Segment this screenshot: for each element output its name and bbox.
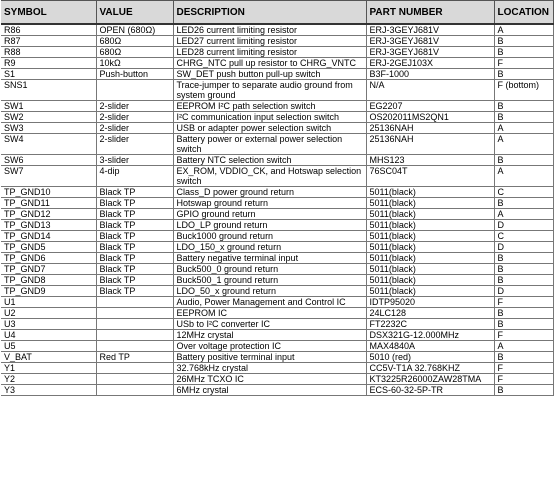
part-number-cell: KT3225R26000ZAW28TMA [366, 374, 494, 385]
part-number-cell: 5011(black) [366, 242, 494, 253]
part-number-cell: 5011(black) [366, 198, 494, 209]
table-row [1, 58, 553, 69]
part-number-cell: 25136NAH [366, 123, 494, 134]
description-cell: Over voltage protection IC [173, 341, 366, 352]
symbol-cell: TP_GND11 [1, 198, 96, 209]
symbol-cell: U4 [1, 330, 96, 341]
description-cell: Battery negative terminal input [173, 253, 366, 264]
symbol-cell: S1 [1, 69, 96, 80]
table-row [1, 47, 553, 58]
symbol-cell: SW3 [1, 123, 96, 134]
value-cell [96, 363, 173, 374]
description-cell: LED27 current limiting resistor [173, 36, 366, 47]
symbol-cell: V_BAT [1, 352, 96, 363]
symbol-cell: SNS1 [1, 80, 96, 101]
part-number-cell: 5011(black) [366, 286, 494, 297]
symbol-cell: TP_GND5 [1, 242, 96, 253]
table-row [1, 24, 553, 36]
symbol-cell: TP_GND12 [1, 209, 96, 220]
description-cell: 6MHz crystal [173, 385, 366, 396]
symbol-cell: Y1 [1, 363, 96, 374]
table-row [1, 275, 553, 286]
table-row [1, 330, 553, 341]
description-cell: USB or adapter power selection switch [173, 123, 366, 134]
part-number-cell: 5011(black) [366, 187, 494, 198]
part-number-cell: DSX321G-12.000MHz [366, 330, 494, 341]
table-row [1, 352, 553, 363]
symbol-cell: TP_GND9 [1, 286, 96, 297]
location-cell: A [494, 134, 553, 155]
header-part-number: PART NUMBER [366, 1, 494, 25]
location-cell: F [494, 58, 553, 69]
part-number-cell: 5011(black) [366, 275, 494, 286]
value-cell: Push-button [96, 69, 173, 80]
location-cell: B [494, 198, 553, 209]
location-cell: A [494, 209, 553, 220]
table-row [1, 166, 553, 187]
value-cell: 2-slider [96, 101, 173, 112]
description-cell: Battery positive terminal input [173, 352, 366, 363]
description-cell: LDO_150_x ground return [173, 242, 366, 253]
part-number-cell: MAX4840A [366, 341, 494, 352]
symbol-cell: TP_GND10 [1, 187, 96, 198]
symbol-cell: SW4 [1, 134, 96, 155]
location-cell: A [494, 341, 553, 352]
part-number-cell: 5010 (red) [366, 352, 494, 363]
location-cell: F (bottom) [494, 80, 553, 101]
table-row [1, 123, 553, 134]
location-cell: B [494, 264, 553, 275]
location-cell: D [494, 286, 553, 297]
location-cell: A [494, 24, 553, 36]
header-symbol: SYMBOL [1, 1, 96, 25]
value-cell: Black TP [96, 253, 173, 264]
description-cell: LDO_LP ground return [173, 220, 366, 231]
table-row [1, 220, 553, 231]
table-row [1, 198, 553, 209]
description-cell: Buck500_1 ground return [173, 275, 366, 286]
table-row [1, 80, 553, 101]
part-number-cell: 5011(black) [366, 209, 494, 220]
value-cell: Black TP [96, 242, 173, 253]
value-cell [96, 385, 173, 396]
value-cell: Black TP [96, 209, 173, 220]
symbol-cell: R9 [1, 58, 96, 69]
description-cell: Trace-jumper to separate audio ground from system ground [173, 80, 366, 101]
symbol-cell: U5 [1, 341, 96, 352]
description-cell: CHRG_NTC pull up resistor to CHRG_VNTC [173, 58, 366, 69]
symbol-cell: R86 [1, 24, 96, 36]
header-description: DESCRIPTION [173, 1, 366, 25]
value-cell: Black TP [96, 231, 173, 242]
header-row [1, 1, 553, 25]
value-cell [96, 297, 173, 308]
symbol-cell: R88 [1, 47, 96, 58]
description-cell: 26MHz TCXO IC [173, 374, 366, 385]
part-number-cell: CC5V-T1A 32.768KHZ [366, 363, 494, 374]
part-number-cell: ERJ-3GEYJ681V [366, 47, 494, 58]
description-cell: LDO_50_x ground return [173, 286, 366, 297]
value-cell [96, 308, 173, 319]
description-cell: 12MHz crystal [173, 330, 366, 341]
description-cell: EX_ROM, VDDIO_CK, and Hotswap selection switch [173, 166, 366, 187]
part-number-cell: N/A [366, 80, 494, 101]
description-cell: Buck500_0 ground return [173, 264, 366, 275]
table-row [1, 101, 553, 112]
header-value: VALUE [96, 1, 173, 25]
table-row [1, 134, 553, 155]
symbol-cell: TP_GND6 [1, 253, 96, 264]
value-cell: 3-slider [96, 155, 173, 166]
part-number-cell: EG2207 [366, 101, 494, 112]
value-cell: 680Ω [96, 36, 173, 47]
location-cell: B [494, 319, 553, 330]
description-cell: I²C communication input selection switch [173, 112, 366, 123]
table-row [1, 231, 553, 242]
location-cell: D [494, 242, 553, 253]
symbol-cell: R87 [1, 36, 96, 47]
part-number-cell: MHS123 [366, 155, 494, 166]
description-cell: Hotswap ground return [173, 198, 366, 209]
location-cell: F [494, 363, 553, 374]
value-cell [96, 330, 173, 341]
part-number-cell: FT2232C [366, 319, 494, 330]
symbol-cell: Y2 [1, 374, 96, 385]
location-cell: B [494, 112, 553, 123]
location-cell: B [494, 275, 553, 286]
part-number-cell: 5011(black) [366, 220, 494, 231]
location-cell: F [494, 374, 553, 385]
table-row [1, 242, 553, 253]
description-cell: EEPROM I²C path selection switch [173, 101, 366, 112]
location-cell: C [494, 187, 553, 198]
symbol-cell: SW1 [1, 101, 96, 112]
table-row [1, 69, 553, 80]
value-cell: Black TP [96, 275, 173, 286]
value-cell: Black TP [96, 286, 173, 297]
symbol-cell: U2 [1, 308, 96, 319]
description-cell: LED26 current limiting resistor [173, 24, 366, 36]
value-cell: OPEN (680Ω) [96, 24, 173, 36]
table-row [1, 264, 553, 275]
value-cell: Black TP [96, 187, 173, 198]
symbol-cell: SW6 [1, 155, 96, 166]
location-cell: F [494, 297, 553, 308]
table-row [1, 308, 553, 319]
value-cell: Black TP [96, 264, 173, 275]
symbol-cell: TP_GND7 [1, 264, 96, 275]
part-number-cell: ERJ-2GEJ103X [366, 58, 494, 69]
location-cell: B [494, 69, 553, 80]
part-number-cell: 5011(black) [366, 264, 494, 275]
symbol-cell: TP_GND14 [1, 231, 96, 242]
description-cell: EEPROM IC [173, 308, 366, 319]
description-cell: Class_D power ground return [173, 187, 366, 198]
part-number-cell: ECS-60-32-5P-TR [366, 385, 494, 396]
value-cell: Red TP [96, 352, 173, 363]
symbol-cell: U3 [1, 319, 96, 330]
symbol-cell: TP_GND13 [1, 220, 96, 231]
part-number-cell: 5011(black) [366, 231, 494, 242]
part-number-cell: 76SC04T [366, 166, 494, 187]
location-cell: B [494, 253, 553, 264]
value-cell [96, 80, 173, 101]
value-cell: 10kΩ [96, 58, 173, 69]
table-row [1, 341, 553, 352]
table-row [1, 374, 553, 385]
value-cell [96, 319, 173, 330]
table-row [1, 385, 553, 396]
description-cell: Battery NTC selection switch [173, 155, 366, 166]
table-row [1, 187, 553, 198]
symbol-cell: U1 [1, 297, 96, 308]
value-cell [96, 374, 173, 385]
description-cell: 32.768kHz crystal [173, 363, 366, 374]
location-cell: B [494, 47, 553, 58]
part-number-cell: OS202011MS2QN1 [366, 112, 494, 123]
description-cell: LED28 current limiting resistor [173, 47, 366, 58]
location-cell: B [494, 101, 553, 112]
location-cell: C [494, 231, 553, 242]
description-cell: Buck1000 ground return [173, 231, 366, 242]
value-cell: 2-slider [96, 112, 173, 123]
part-number-cell: IDTP95020 [366, 297, 494, 308]
value-cell: 680Ω [96, 47, 173, 58]
value-cell: Black TP [96, 198, 173, 209]
value-cell: 4-dip [96, 166, 173, 187]
location-cell: A [494, 166, 553, 187]
table-row [1, 363, 553, 374]
description-cell: Battery power or external power selection switch [173, 134, 366, 155]
symbol-cell: TP_GND8 [1, 275, 96, 286]
location-cell: B [494, 352, 553, 363]
description-cell: SW_DET push button pull-up switch [173, 69, 366, 80]
location-cell: B [494, 308, 553, 319]
description-cell: Audio, Power Management and Control IC [173, 297, 366, 308]
part-number-cell: ERJ-3GEYJ681V [366, 36, 494, 47]
table-row [1, 297, 553, 308]
location-cell: B [494, 155, 553, 166]
table-row [1, 112, 553, 123]
table-row [1, 36, 553, 47]
location-cell: B [494, 36, 553, 47]
table-row [1, 253, 553, 264]
part-number-cell: 25136NAH [366, 134, 494, 155]
header-location: LOCATION [494, 1, 553, 25]
part-number-cell: 24LC128 [366, 308, 494, 319]
value-cell [96, 341, 173, 352]
part-number-cell: B3F-1000 [366, 69, 494, 80]
symbol-cell: SW2 [1, 112, 96, 123]
bom-table [1, 0, 554, 396]
bom-body [1, 24, 553, 396]
part-number-cell: ERJ-3GEYJ681V [366, 24, 494, 36]
description-cell: USb to I²C converter IC [173, 319, 366, 330]
symbol-cell: SW7 [1, 166, 96, 187]
value-cell: 2-slider [96, 134, 173, 155]
location-cell: F [494, 330, 553, 341]
location-cell: B [494, 385, 553, 396]
table-row [1, 155, 553, 166]
location-cell: A [494, 123, 553, 134]
description-cell: GPIO ground return [173, 209, 366, 220]
value-cell: Black TP [96, 220, 173, 231]
value-cell: 2-slider [96, 123, 173, 134]
location-cell: D [494, 220, 553, 231]
table-row [1, 209, 553, 220]
table-row [1, 319, 553, 330]
part-number-cell: 5011(black) [366, 253, 494, 264]
table-row [1, 286, 553, 297]
symbol-cell: Y3 [1, 385, 96, 396]
